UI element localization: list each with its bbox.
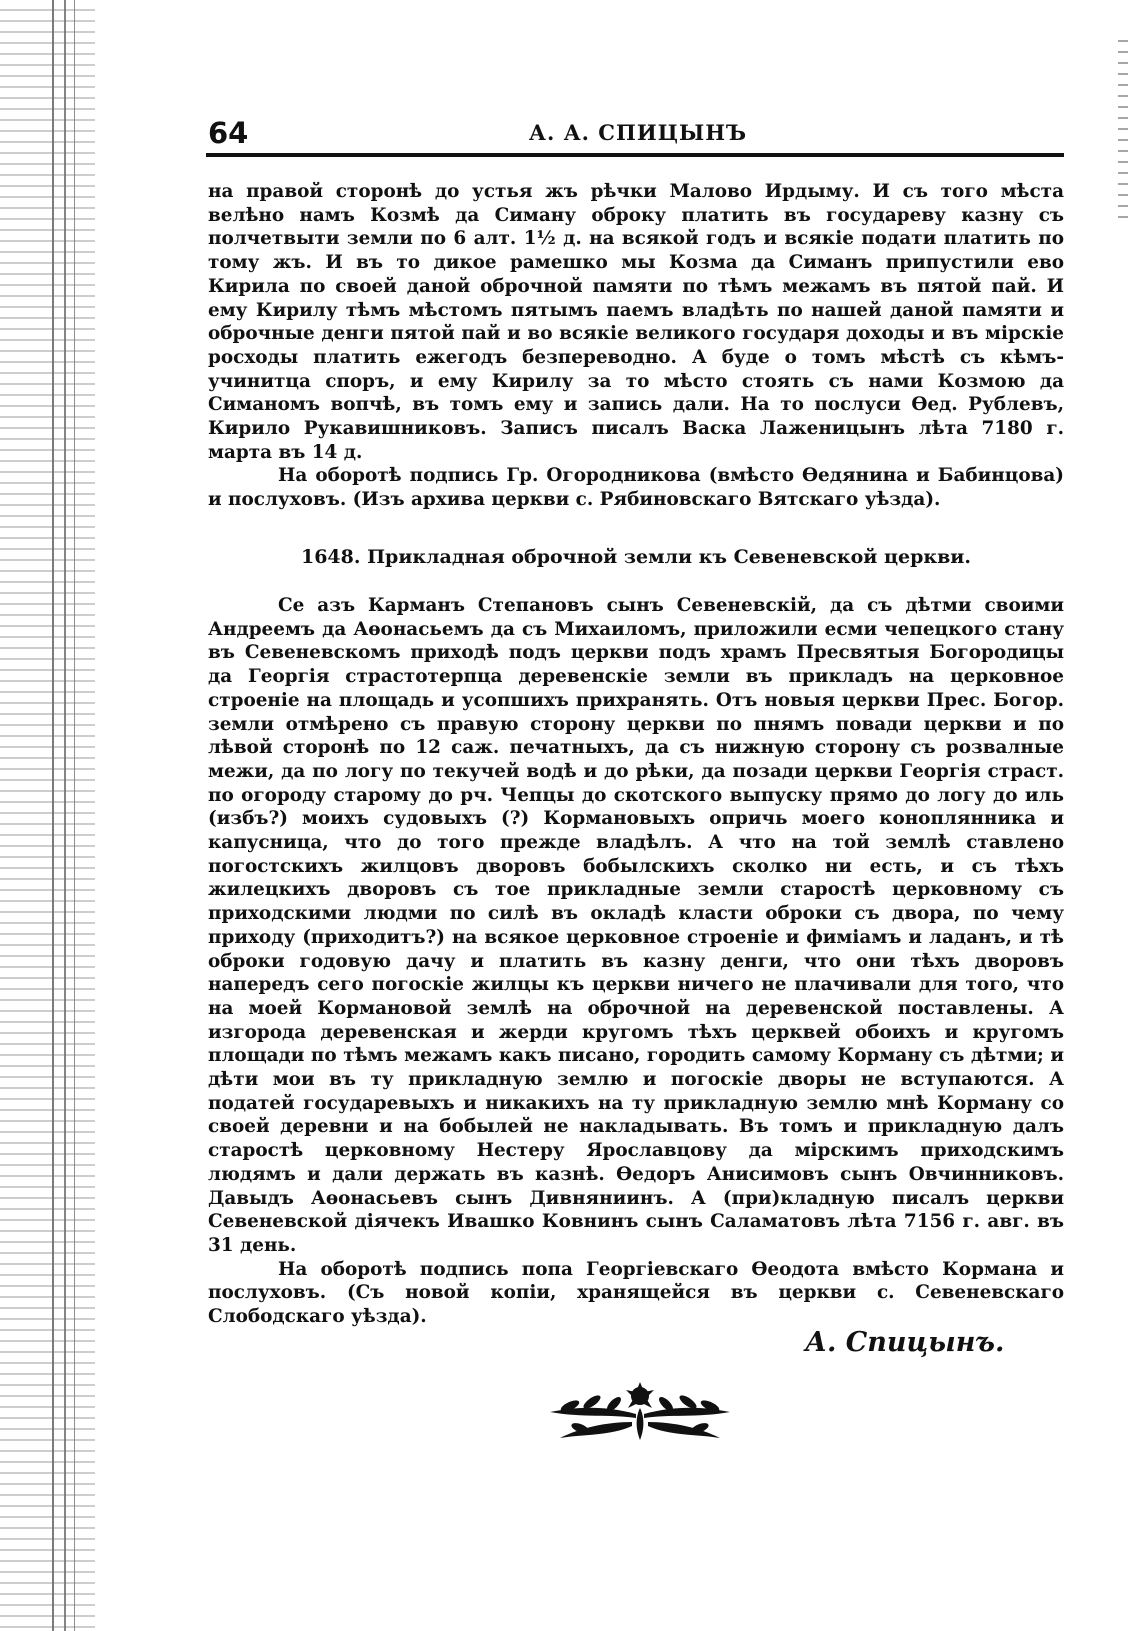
document-2-title: 1648. Прикладная оброчной земли къ Севеневской церкви. bbox=[300, 546, 972, 568]
page-header bbox=[208, 116, 1064, 156]
document-1-text: на правой сторонѣ до устья жъ рѣчки Малово Ирдыму. И съ того мѣста велѣно намъ Козмѣ да Симану оброку платить въ государеву казну съ полчетвыти земли по 6 алт. 1½ д. на всякой годъ и всякіе подати платить по тому жъ. И въ то дикое рамешко мы Козма да Симанъ припустили ево Кирила по своей даной оброчной памяти по тѣмъ межамъ въ пятой пай. И ему Кирилу тѣмъ мѣстомъ пятымъ паемъ владѣть по нашей даной памяти и оброчные денги пятой пай и во всякіе великого государя доходы и въ мірскіе росходы платить ежегодъ безпереводно. А буде о томъ мѣстѣ съ кѣмъ-учинитца споръ, и ему Кирилу за то мѣсто стоять съ нами Козмою да Симаномъ вопчѣ, въ томъ ему и запись дали. На то послуси Өед. Рублевъ, Кирило Рукавишниковъ. Записъ писалъ Васка Лаженицынъ лѣта 7180 г. марта въ 14 д. bbox=[208, 181, 1064, 463]
floral-ornament bbox=[540, 1378, 740, 1444]
document-2-note: На оборотѣ подпись попа Георгіевскаго Өеодота вмѣсто Кормана и послуховъ. (Съ новой копіи, хранящейся въ церкви с. Севеневскаго Слободскаго уѣзда). bbox=[208, 1258, 1064, 1328]
page-number: 64 bbox=[208, 116, 249, 150]
author-signature: А. Спицынъ. bbox=[805, 1327, 1005, 1358]
document-1-note: На оборотѣ подпись Гр. Огородникова (вмѣсто Өедянина и Бабинцова) и послуховъ. (Изъ архива церкви с. Рябиновскаго Вятскаго уѣзда). bbox=[208, 465, 1064, 511]
document-2 bbox=[208, 594, 1064, 1329]
scan-noise bbox=[1118, 40, 1128, 220]
document-1 bbox=[208, 180, 1064, 512]
running-head: А. А. СПИЦЫНЪ bbox=[528, 120, 748, 145]
header-rule bbox=[206, 153, 1064, 157]
book-binding-edge bbox=[0, 0, 95, 1631]
document-2-text: Се азъ Карманъ Степановъ сынъ Севеневскій, да съ дѣтми своими Андреемъ да Аөонасьемъ да съ Михаиломъ, приложили есми чепецкого стану въ Севеневскомъ приходѣ подъ церкви подъ храмъ Пресвятыя Богородицы да Георгія страстотерпца деревенскіе земли въ прикладъ на церковное строеніе на площадь и усопшихъ прихранять. Отъ новыя церкви Прес. Богор. земли отмѣрено съ правую сторону церкви по пнямъ повади церкви и по лѣвой сторонѣ по 12 саж. печатныхъ, да съ нижную сторону съ розвалные межи, да по логу по текучей водѣ и до рѣки, да позади церкви Георгія страст. по огороду старому до рч. Чепцы до скотского выпуску прямо до логу до иль (избъ?) моихъ судовыхъ (?) Кормановыхъ опричь моего коноплянника и капусница, что до того прежде владѣлъ. А что на той землѣ ставлено погостскихъ жилцовъ дворовъ бобылскихъ сколко ни есть, и съ тѣхъ жилецкихъ дворовъ съ тое прикладные земли старостѣ церковному съ приходскими людми по силѣ въ окладѣ класти оброки съ двора, по чему приходу (приходитъ?) на всякое церковное строеніе и фиміамъ и ладанъ, и тѣ оброки годовую дачу и платить въ казну денги, что они тѣхъ дворовъ напередъ сего погоскіе жилцы къ церкви ничего не плачивали для того, что на моей Кормановой землѣ на оброчной на деревенской поставлены. А изгорода деревенская и жерди кругомъ тѣхъ церквей обоихъ и кругомъ площади по тѣмъ межамъ какъ писано, городить самому Корману съ дѣтми; и дѣти мои въ ту прикладную землю и погоскіе дворы не вступаются. А податей государевыхъ и никакихъ на ту прикладную землю мнѣ Корману со своей деревни и на бобылей не накладывать. Въ томъ и прикладную далъ старостѣ церковному Нестеру Ярославцову да мірскимъ приходскимъ людямъ и дали держать въ казнѣ. Өедоръ Анисимовъ сынъ Овчинниковъ. Давыдъ Аөонасьевъ сынъ Дивняниинъ. А (при)кладную писалъ церкви Севеневской діячекъ Ивашко Ковнинъ сынъ Саламатовъ лѣта 7156 г. авг. въ 31 день. bbox=[208, 595, 1064, 1256]
